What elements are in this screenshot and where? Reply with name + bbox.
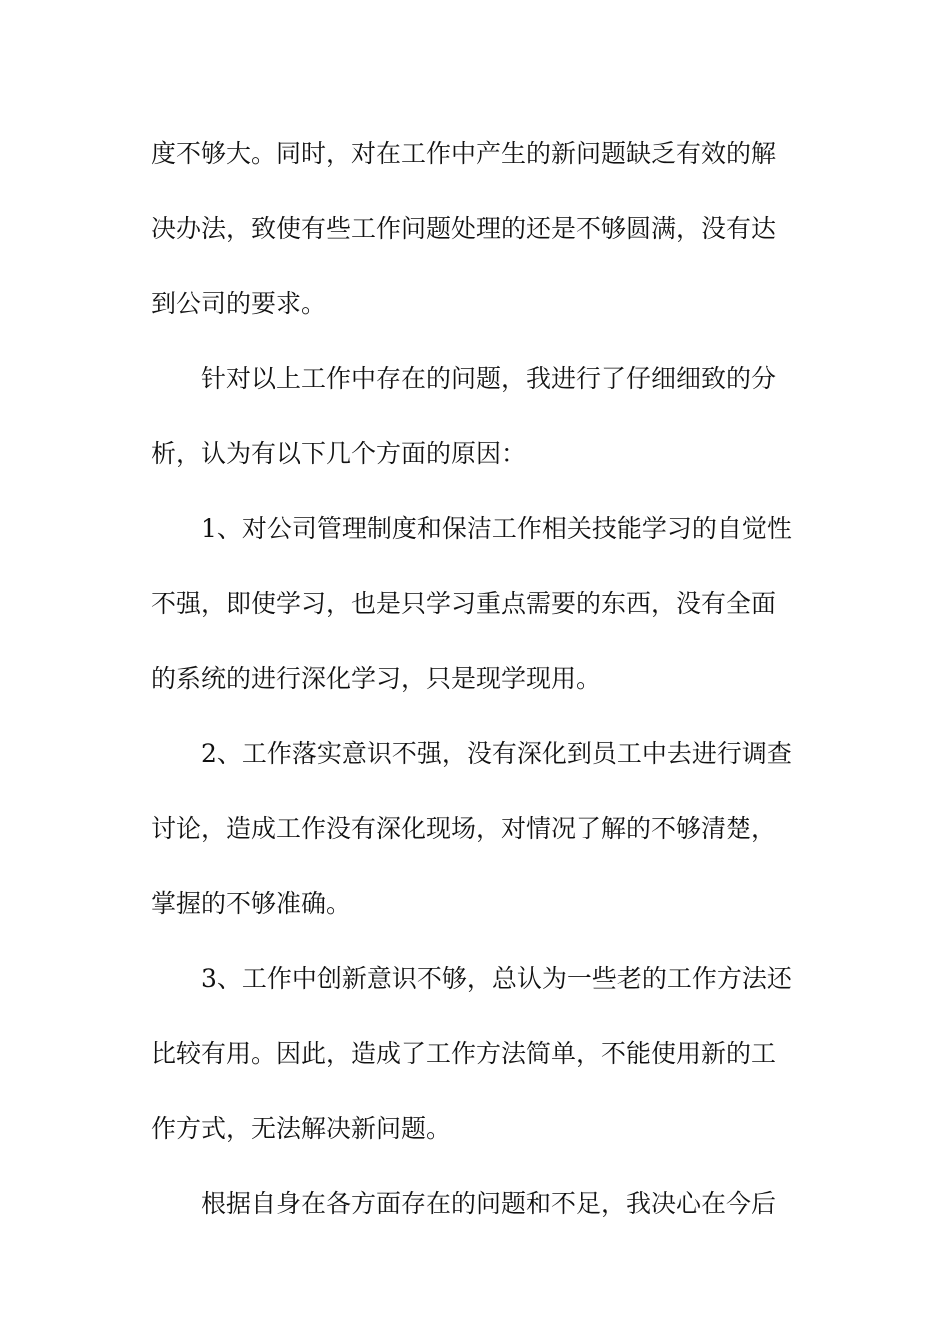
text-line: 不强，即使学习，也是只学习重点需要的东西，没有全面 <box>151 589 777 618</box>
paragraph-start-line: 2、工作落实意识不强，没有深化到员工中去进行调查 <box>201 739 792 768</box>
paragraph-start-line: 根据自身在各方面存在的问题和不足，我决心在今后 <box>201 1189 777 1218</box>
paragraph-start-line: 3、工作中创新意识不够，总认为一些老的工作方法还 <box>201 964 792 993</box>
text-line: 度不够大。同时，对在工作中产生的新问题缺乏有效的解 <box>151 139 777 168</box>
document-body <box>151 116 811 1241</box>
text-line: 掌握的不够准确。 <box>151 889 352 918</box>
text-line: 析，认为有以下几个方面的原因： <box>151 439 527 468</box>
text-line: 到公司的要求。 <box>151 289 327 318</box>
text-line: 的系统的进行深化学习，只是现学现用。 <box>151 664 602 693</box>
text-line: 作方式，无法解决新问题。 <box>151 1114 452 1143</box>
paragraph-start-line: 针对以上工作中存在的问题，我进行了仔细细致的分 <box>201 364 777 393</box>
text-line: 比较有用。因此，造成了工作方法简单，不能使用新的工 <box>151 1039 777 1068</box>
paragraph-start-line: 1、对公司管理制度和保洁工作相关技能学习的自觉性 <box>201 514 792 543</box>
text-line: 决办法，致使有些工作问题处理的还是不够圆满，没有达 <box>151 214 777 243</box>
text-line: 讨论，造成工作没有深化现场，对情况了解的不够清楚， <box>151 814 777 843</box>
